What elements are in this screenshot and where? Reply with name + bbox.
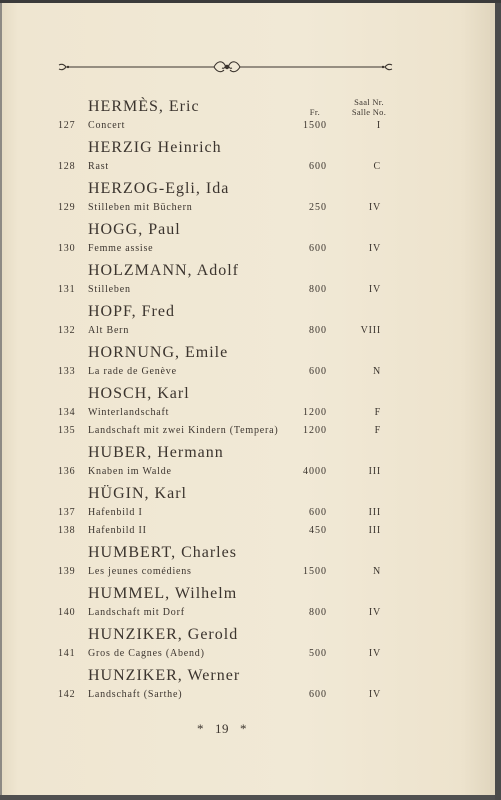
artist-name: HÜGIN, Karl <box>88 485 187 502</box>
work-title: Hafenbild II <box>88 525 147 536</box>
room-number: N <box>372 366 381 377</box>
work-title: Concert <box>88 120 126 131</box>
work-title: Alt Bern <box>88 325 130 336</box>
work-row <box>0 117 501 135</box>
room-number: III <box>368 525 381 536</box>
work-title: Winterlandschaft <box>88 407 170 418</box>
catalogue-number: 141 <box>58 648 76 659</box>
work-title: Landschaft mit zwei Kindern (Tempera) <box>88 425 279 436</box>
work-row <box>0 563 501 581</box>
work-price: 800 <box>309 607 327 618</box>
room-number: III <box>368 507 381 518</box>
catalogue-number: 142 <box>58 689 76 700</box>
work-price: 250 <box>309 202 327 213</box>
room-number: VIII <box>360 325 381 336</box>
work-price: 600 <box>309 161 327 172</box>
artist-name: HOPF, Fred <box>88 303 175 320</box>
room-number: I <box>376 120 381 131</box>
price-column-header: Fr. <box>309 107 321 117</box>
artist-entry <box>0 302 501 340</box>
work-title: Rast <box>88 161 109 172</box>
artist-entry <box>0 443 501 481</box>
work-title: Landschaft mit Dorf <box>88 607 185 618</box>
work-price: 500 <box>309 648 327 659</box>
catalogue-number: 133 <box>58 366 76 377</box>
room-number: III <box>368 466 381 477</box>
work-price: 1500 <box>303 566 327 577</box>
work-title: Gros de Cagnes (Abend) <box>88 648 205 659</box>
work-price: 450 <box>309 525 327 536</box>
work-price: 600 <box>309 366 327 377</box>
work-list <box>0 604 501 622</box>
work-list <box>0 504 501 540</box>
work-list <box>0 199 501 217</box>
room-number: IV <box>368 607 381 618</box>
artist-entry <box>0 179 501 217</box>
artist-entry <box>0 220 501 258</box>
artist-entry <box>0 138 501 176</box>
artist-entry <box>0 666 501 704</box>
work-row <box>0 645 501 663</box>
artist-name: HERZIG Heinrich <box>88 139 222 156</box>
room-header-line-french: Salle No. <box>351 107 387 117</box>
work-list <box>0 563 501 581</box>
work-row <box>0 199 501 217</box>
artist-name: HOLZMANN, Adolf <box>88 262 239 279</box>
room-number: F <box>374 425 381 436</box>
work-list <box>0 281 501 299</box>
catalogue-number: 129 <box>58 202 76 213</box>
room-number: IV <box>368 689 381 700</box>
footer-asterisk-left: * <box>197 721 204 736</box>
artist-name: HUBER, Hermann <box>88 444 224 461</box>
catalogue-number: 130 <box>58 243 76 254</box>
footer-asterisk-right: * <box>240 721 247 736</box>
room-number: IV <box>368 648 381 659</box>
room-number: IV <box>368 243 381 254</box>
artist-entry <box>0 261 501 299</box>
artist-name: HUNZIKER, Gerold <box>88 626 239 643</box>
work-row <box>0 240 501 258</box>
artist-entry <box>0 343 501 381</box>
artist-list <box>0 97 501 704</box>
work-title: Femme assise <box>88 243 154 254</box>
work-title: Les jeunes comédiens <box>88 566 192 577</box>
work-price: 800 <box>309 284 327 295</box>
room-number: IV <box>368 284 381 295</box>
artist-name: HERZOG-Egli, Ida <box>88 180 230 197</box>
work-list <box>0 240 501 258</box>
work-title: Hafenbild I <box>88 507 143 518</box>
work-list <box>0 158 501 176</box>
page-footer <box>162 719 282 739</box>
catalogue-number: 128 <box>58 161 76 172</box>
work-row <box>0 404 501 422</box>
work-row <box>0 363 501 381</box>
artist-name: HOGG, Paul <box>88 221 181 238</box>
artist-name: HORNUNG, Emile <box>88 344 229 361</box>
catalogue-number: 138 <box>58 525 76 536</box>
work-price: 600 <box>309 689 327 700</box>
artist-name: HUNZIKER, Werner <box>88 667 241 684</box>
artist-entry <box>0 625 501 663</box>
work-list <box>0 404 501 440</box>
room-number: C <box>373 161 381 172</box>
room-number: N <box>372 566 381 577</box>
work-list <box>0 463 501 481</box>
work-row <box>0 281 501 299</box>
catalogue-number: 139 <box>58 566 76 577</box>
work-list <box>0 686 501 704</box>
work-list <box>0 117 501 135</box>
catalogue-number: 136 <box>58 466 76 477</box>
work-row <box>0 322 501 340</box>
catalogue-number: 140 <box>58 607 76 618</box>
artist-entry <box>0 543 501 581</box>
work-row <box>0 686 501 704</box>
work-row <box>0 158 501 176</box>
artist-entry <box>0 384 501 440</box>
work-price: 4000 <box>303 466 327 477</box>
artist-entry <box>0 97 501 135</box>
catalogue-number: 134 <box>58 407 76 418</box>
work-price: 800 <box>309 325 327 336</box>
artist-name: HERMÈS, Eric <box>88 98 200 115</box>
work-title: La rade de Genève <box>88 366 177 377</box>
work-row <box>0 504 501 522</box>
artist-name: HOSCH, Karl <box>88 385 190 402</box>
work-row <box>0 604 501 622</box>
work-title: Landschaft (Sarthe) <box>88 689 183 700</box>
room-number: IV <box>368 202 381 213</box>
room-header-line-german: Saal Nr. <box>354 97 384 107</box>
work-row <box>0 522 501 540</box>
work-price: 1200 <box>303 425 327 436</box>
work-title: Stilleben <box>88 284 131 295</box>
room-number: F <box>374 407 381 418</box>
work-price: 1500 <box>303 120 327 131</box>
work-price: 600 <box>309 243 327 254</box>
artist-name: HUMMEL, Wilhelm <box>88 585 238 602</box>
catalogue-number: 135 <box>58 425 76 436</box>
work-list <box>0 645 501 663</box>
work-row <box>0 463 501 481</box>
work-list <box>0 322 501 340</box>
work-price: 600 <box>309 507 327 518</box>
catalogue-number: 132 <box>58 325 76 336</box>
artist-entry <box>0 584 501 622</box>
work-list <box>0 363 501 381</box>
ornamental-rule <box>57 57 393 77</box>
artist-entry <box>0 484 501 540</box>
work-title: Stilleben mit Büchern <box>88 202 193 213</box>
artist-name: HUMBERT, Charles <box>88 544 237 561</box>
page-number: 19 <box>215 721 229 736</box>
catalogue-number: 131 <box>58 284 76 295</box>
work-row <box>0 422 501 440</box>
work-title: Knaben im Walde <box>88 466 172 477</box>
catalogue-number: 127 <box>58 120 76 131</box>
catalogue-number: 137 <box>58 507 76 518</box>
work-price: 1200 <box>303 407 327 418</box>
